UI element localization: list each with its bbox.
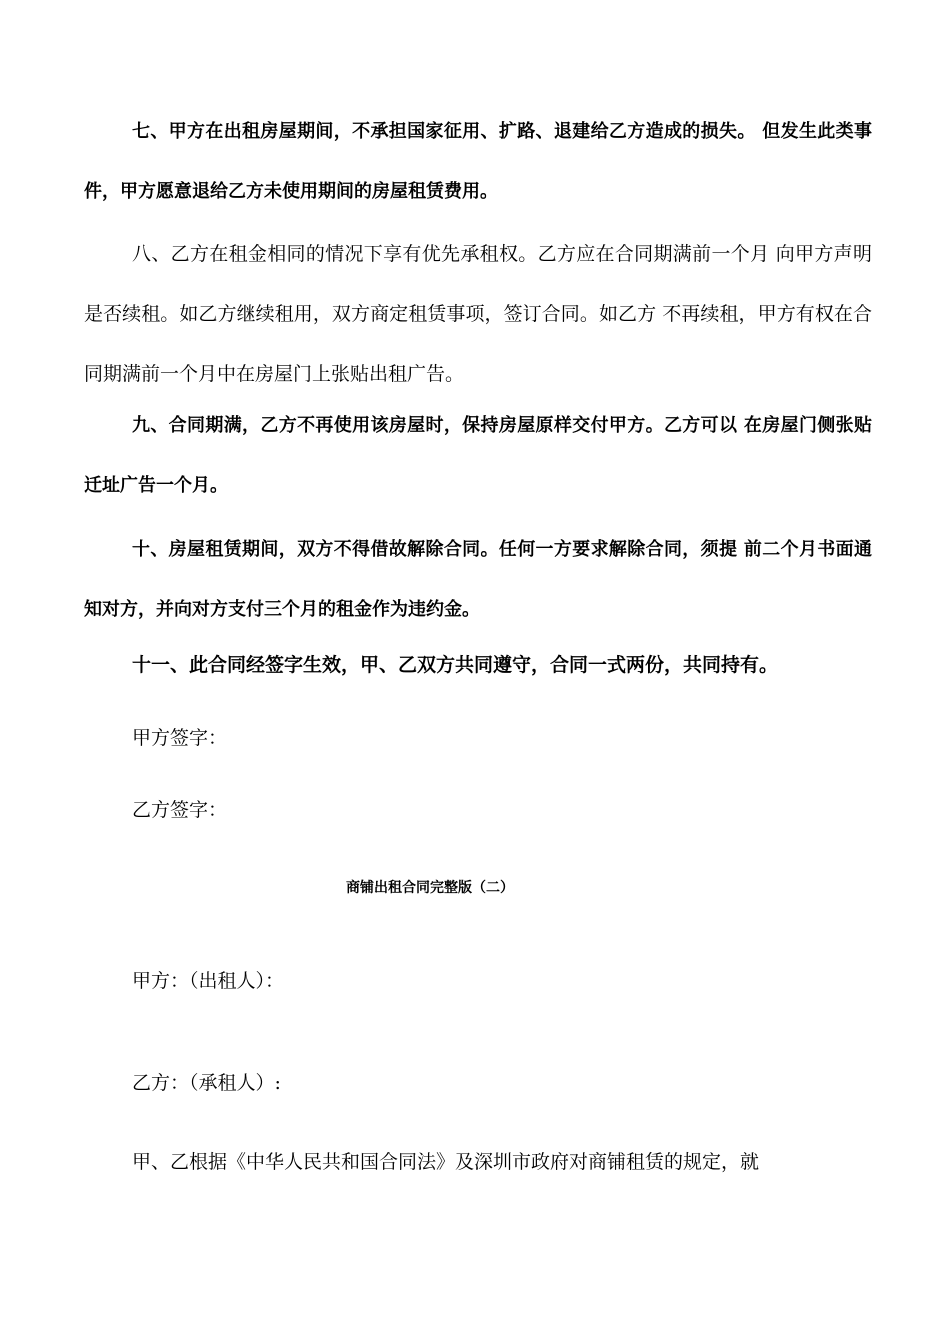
second-contract-title: 商铺出租合同完整版（二） (346, 880, 514, 896)
clause-seven: 七、甲方在出租房屋期间，不承担国家征用、扩路、退建给乙方造成的损失。 但发生此类事件，甲方愿意退给乙方未使用期间的房屋租赁费用。 (84, 121, 872, 202)
second-contract-party-a: 甲方：（出租人）： (132, 970, 285, 992)
clause-nine: 九、合同期满，乙方不再使用该房屋时，保持房屋原样交付甲方。乙方可以 在房屋门侧张贴迁址广告一个月。 (84, 415, 872, 496)
signature-party-a: 甲方签字： (132, 727, 228, 749)
second-contract-party-b: 乙方：（承租人）: (132, 1072, 281, 1094)
clause-eight: 八、乙方在租金相同的情况下享有优先承租权。乙方应在合同期满前一个月 向甲方声明是否续租。如乙方继续租用，双方商定租赁事项，签订合同。如乙方 不再续租，甲方有权在合同期满前一个月中在房屋门上张贴出租广告。 (84, 243, 872, 385)
second-contract-intro: 甲、乙根据《中华人民共和国合同法》及深圳市政府对商铺租赁的规定，就 (132, 1151, 760, 1173)
clause-eleven: 十一、此合同经签字生效，甲、乙双方共同遵守，合同一式两份，共同持有。 (132, 654, 779, 676)
clause-ten: 十、房屋租赁期间，双方不得借故解除合同。任何一方要求解除合同，须提 前二个月书面通知对方，并向对方支付三个月的租金作为违约金。 (84, 539, 872, 620)
signature-party-b: 乙方签字： (132, 799, 228, 821)
